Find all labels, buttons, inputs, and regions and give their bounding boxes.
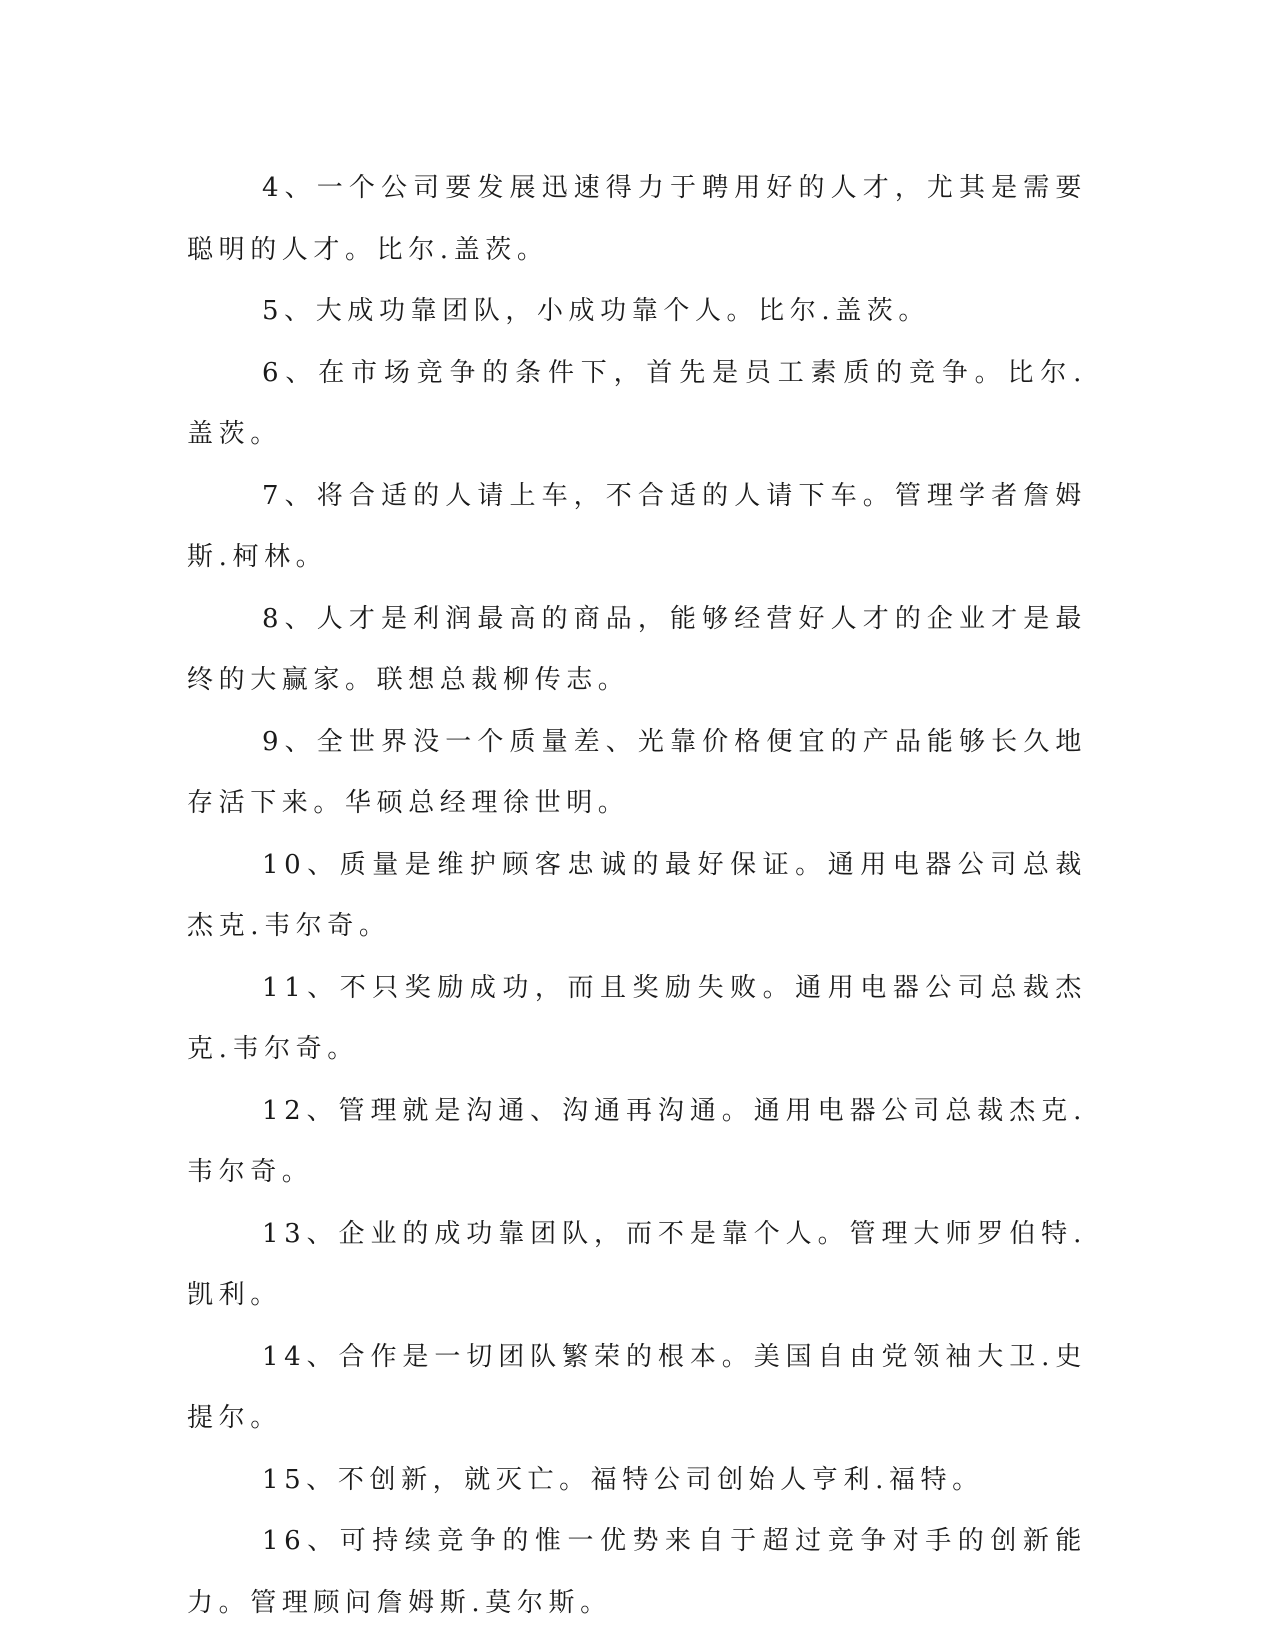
quote-paragraph-12: 12、管理就是沟通、沟通再沟通。通用电器公司总裁杰克.韦尔奇。 — [187, 1095, 1087, 1187]
quote-paragraph-11: 11、不只奖励成功，而且奖励失败。通用电器公司总裁杰克.韦尔奇。 — [187, 972, 1087, 1064]
quote-paragraph-7: 7、将合适的人请上车，不合适的人请下车。管理学者詹姆斯.柯林。 — [187, 480, 1087, 572]
quote-paragraph-4: 4、一个公司要发展迅速得力于聘用好的人才，尤其是需要聪明的人才。比尔.盖茨。 — [187, 173, 1087, 265]
quote-paragraph-10: 10、质量是维护顾客忠诚的最好保证。通用电器公司总裁杰克.韦尔奇。 — [187, 849, 1087, 941]
quote-paragraph-16: 16、可持续竞争的惟一优势来自于超过竞争对手的创新能力。管理顾问詹姆斯.莫尔斯。 — [187, 1526, 1087, 1618]
quote-paragraph-15: 15、不创新，就灭亡。福特公司创始人亨利.福特。 — [262, 1464, 984, 1495]
quote-paragraph-6: 6、在市场竞争的条件下，首先是员工素质的竞争。比尔.盖茨。 — [187, 357, 1087, 449]
quote-paragraph-13: 13、企业的成功靠团队，而不是靠个人。管理大师罗伯特.凯利。 — [187, 1218, 1087, 1310]
quote-paragraph-5: 5、大成功靠团队，小成功靠个人。比尔.盖茨。 — [262, 296, 931, 326]
quote-paragraph-14: 14、合作是一切团队繁荣的根本。美国自由党领袖大卫.史提尔。 — [187, 1341, 1087, 1433]
quote-paragraph-9: 9、全世界没一个质量差、光靠价格便宜的产品能够长久地存活下来。华硕总经理徐世明。 — [187, 726, 1087, 818]
document-body — [187, 158, 1087, 1634]
quote-paragraph-8: 8、人才是利润最高的商品，能够经营好人才的企业才是最终的大赢家。联想总裁柳传志。 — [187, 603, 1087, 695]
